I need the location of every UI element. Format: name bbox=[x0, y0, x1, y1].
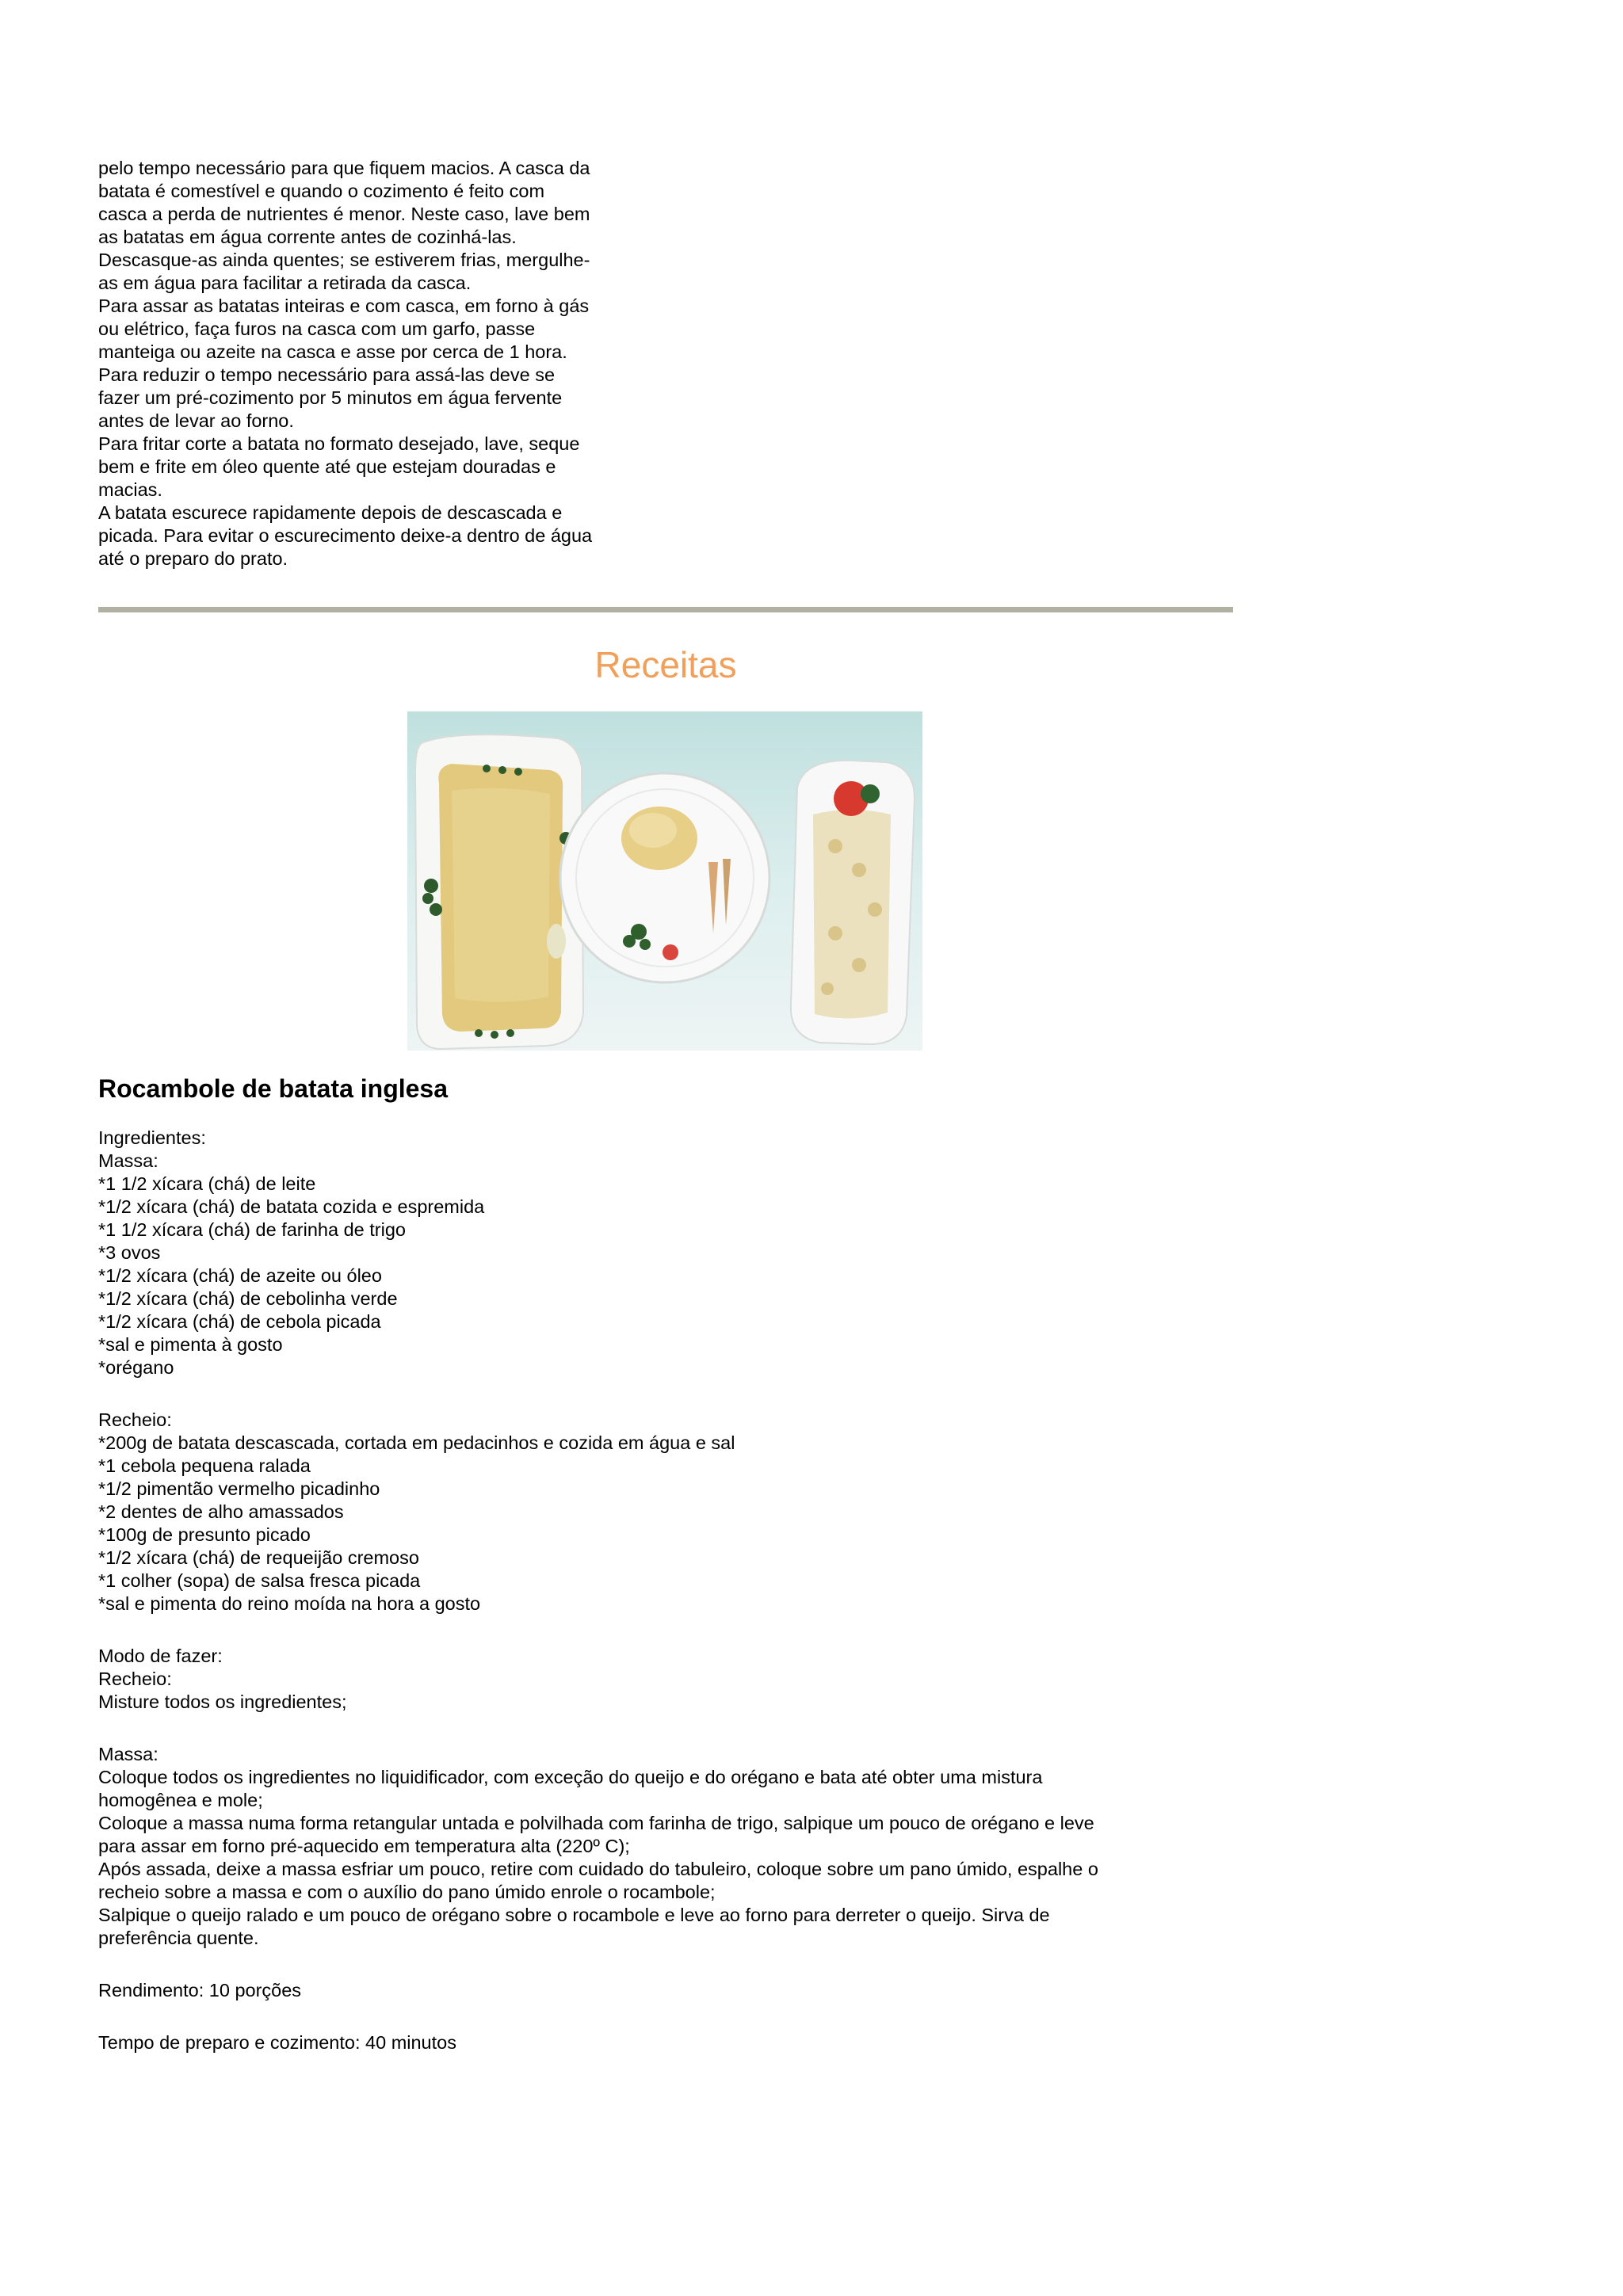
section-title: Receitas bbox=[594, 644, 737, 685]
recheio-item: *1/2 xícara (chá) de requeijão cremoso bbox=[98, 1547, 419, 1568]
left-plate bbox=[415, 734, 583, 1049]
intro-line: pelo tempo necessário para que fiquem macios. A casca da bbox=[98, 158, 590, 178]
massa-item: *3 ovos bbox=[98, 1242, 161, 1263]
recheio-item: *2 dentes de alho amassados bbox=[98, 1501, 344, 1522]
intro-line: as em água para facilitar a retirada da casca. bbox=[98, 273, 472, 293]
recheio-item: *1 cebola pequena ralada bbox=[98, 1455, 311, 1476]
massa-item: *sal e pimenta à gosto bbox=[98, 1334, 283, 1355]
recheio-item: *sal e pimenta do reino moída na hora a gosto bbox=[98, 1593, 481, 1614]
modo-massa-label: Massa: bbox=[98, 1744, 158, 1764]
intro-text bbox=[98, 157, 669, 570]
modo-massa-line: Coloque todos os ingredientes no liquidificador, com exceção do queijo e do orégano e bata até obter uma mistura bbox=[98, 1767, 1043, 1787]
intro-line: as batatas em água corrente antes de cozinhá-las. bbox=[98, 227, 517, 247]
recipe-photo bbox=[407, 711, 922, 1051]
modo-massa-line: recheio sobre a massa e com o auxílio do pano úmido enrole o rocambole; bbox=[98, 1882, 716, 1902]
intro-line: macias. bbox=[98, 479, 162, 500]
intro-line: casca a perda de nutrientes é menor. Neste caso, lave bem bbox=[98, 204, 590, 224]
massa-item: *1/2 xícara (chá) de azeite ou óleo bbox=[98, 1265, 382, 1286]
massa-item: *1/2 xícara (chá) de cebola picada bbox=[98, 1311, 381, 1332]
recheio-item: *200g de batata descascada, cortada em pedacinhos e cozida em água e sal bbox=[98, 1432, 735, 1453]
rendimento: Rendimento: 10 porções bbox=[98, 1980, 302, 2000]
intro-line: Para assar as batatas inteiras e com casca, em forno à gás bbox=[98, 296, 590, 316]
modo-label: Modo de fazer: bbox=[98, 1646, 223, 1666]
center-plate bbox=[560, 773, 769, 982]
massa-item: *1/2 xícara (chá) de batata cozida e espremida bbox=[98, 1196, 485, 1217]
intro-line: fazer um pré-cozimento por 5 minutos em água fervente bbox=[98, 387, 563, 408]
right-plate bbox=[791, 761, 915, 1044]
recipe-body bbox=[98, 1127, 1239, 2054]
recheio-item: *100g de presunto picado bbox=[98, 1524, 311, 1545]
massa-item: *1/2 xícara (chá) de cebolinha verde bbox=[98, 1288, 398, 1309]
modo-massa-line: Após assada, deixe a massa esfriar um pouco, retire com cuidado do tabuleiro, coloque sobre um pano úmido, espalhe o bbox=[98, 1859, 1098, 1879]
intro-line: picada. Para evitar o escurecimento deixe-a dentro de água bbox=[98, 525, 593, 546]
massa-item: *orégano bbox=[98, 1357, 174, 1378]
intro-line: batata é comestível e quando o cozimento é feito com bbox=[98, 181, 545, 201]
recipe-title: Rocambole de batata inglesa bbox=[98, 1074, 449, 1103]
tempo-preparo: Tempo de preparo e cozimento: 40 minutos bbox=[98, 2032, 456, 2053]
ingredients-label: Ingredientes: bbox=[98, 1127, 206, 1148]
recheio-item: *1 colher (sopa) de salsa fresca picada bbox=[98, 1570, 421, 1591]
modo-recheio-label: Recheio: bbox=[98, 1669, 172, 1689]
recheio-item: *1/2 pimentão vermelho picadinho bbox=[98, 1478, 380, 1499]
intro-line: A batata escurece rapidamente depois de descascada e bbox=[98, 502, 563, 523]
modo-massa-line: homogênea e mole; bbox=[98, 1790, 263, 1810]
intro-line: antes de levar ao forno. bbox=[98, 410, 294, 431]
modo-massa-line: Coloque a massa numa forma retangular untada e polvilhada com farinha de trigo, salpique um pouco de orégano e leve bbox=[98, 1813, 1094, 1833]
intro-line: até o preparo do prato. bbox=[98, 548, 288, 569]
massa-item: *1 1/2 xícara (chá) de leite bbox=[98, 1173, 316, 1194]
intro-line: bem e frite em óleo quente até que estejam douradas e bbox=[98, 456, 556, 477]
intro-line: Descasque-as ainda quentes; se estiverem frias, mergulhe- bbox=[98, 250, 590, 270]
massa-item: *1 1/2 xícara (chá) de farinha de trigo bbox=[98, 1219, 406, 1240]
recheio-label: Recheio: bbox=[98, 1409, 172, 1430]
modo-massa-line: para assar em forno pré-aquecido em temperatura alta (220º C); bbox=[98, 1836, 630, 1856]
intro-line: ou elétrico, faça furos na casca com um garfo, passe bbox=[98, 318, 536, 339]
modo-massa-line: preferência quente. bbox=[98, 1928, 259, 1948]
modo-massa-line: Salpique o queijo ralado e um pouco de orégano sobre o rocambole e leve ao forno para derreter o queijo. Sirva de bbox=[98, 1905, 1050, 1925]
intro-line: Para fritar corte a batata no formato desejado, lave, seque bbox=[98, 433, 580, 454]
intro-line: manteiga ou azeite na casca e asse por cerca de 1 hora. bbox=[98, 341, 567, 362]
modo-recheio-text: Misture todos os ingredientes; bbox=[98, 1691, 347, 1712]
massa-label: Massa: bbox=[98, 1150, 158, 1171]
intro-line: Para reduzir o tempo necessário para assá-las deve se bbox=[98, 364, 556, 385]
section-divider bbox=[98, 607, 1233, 612]
